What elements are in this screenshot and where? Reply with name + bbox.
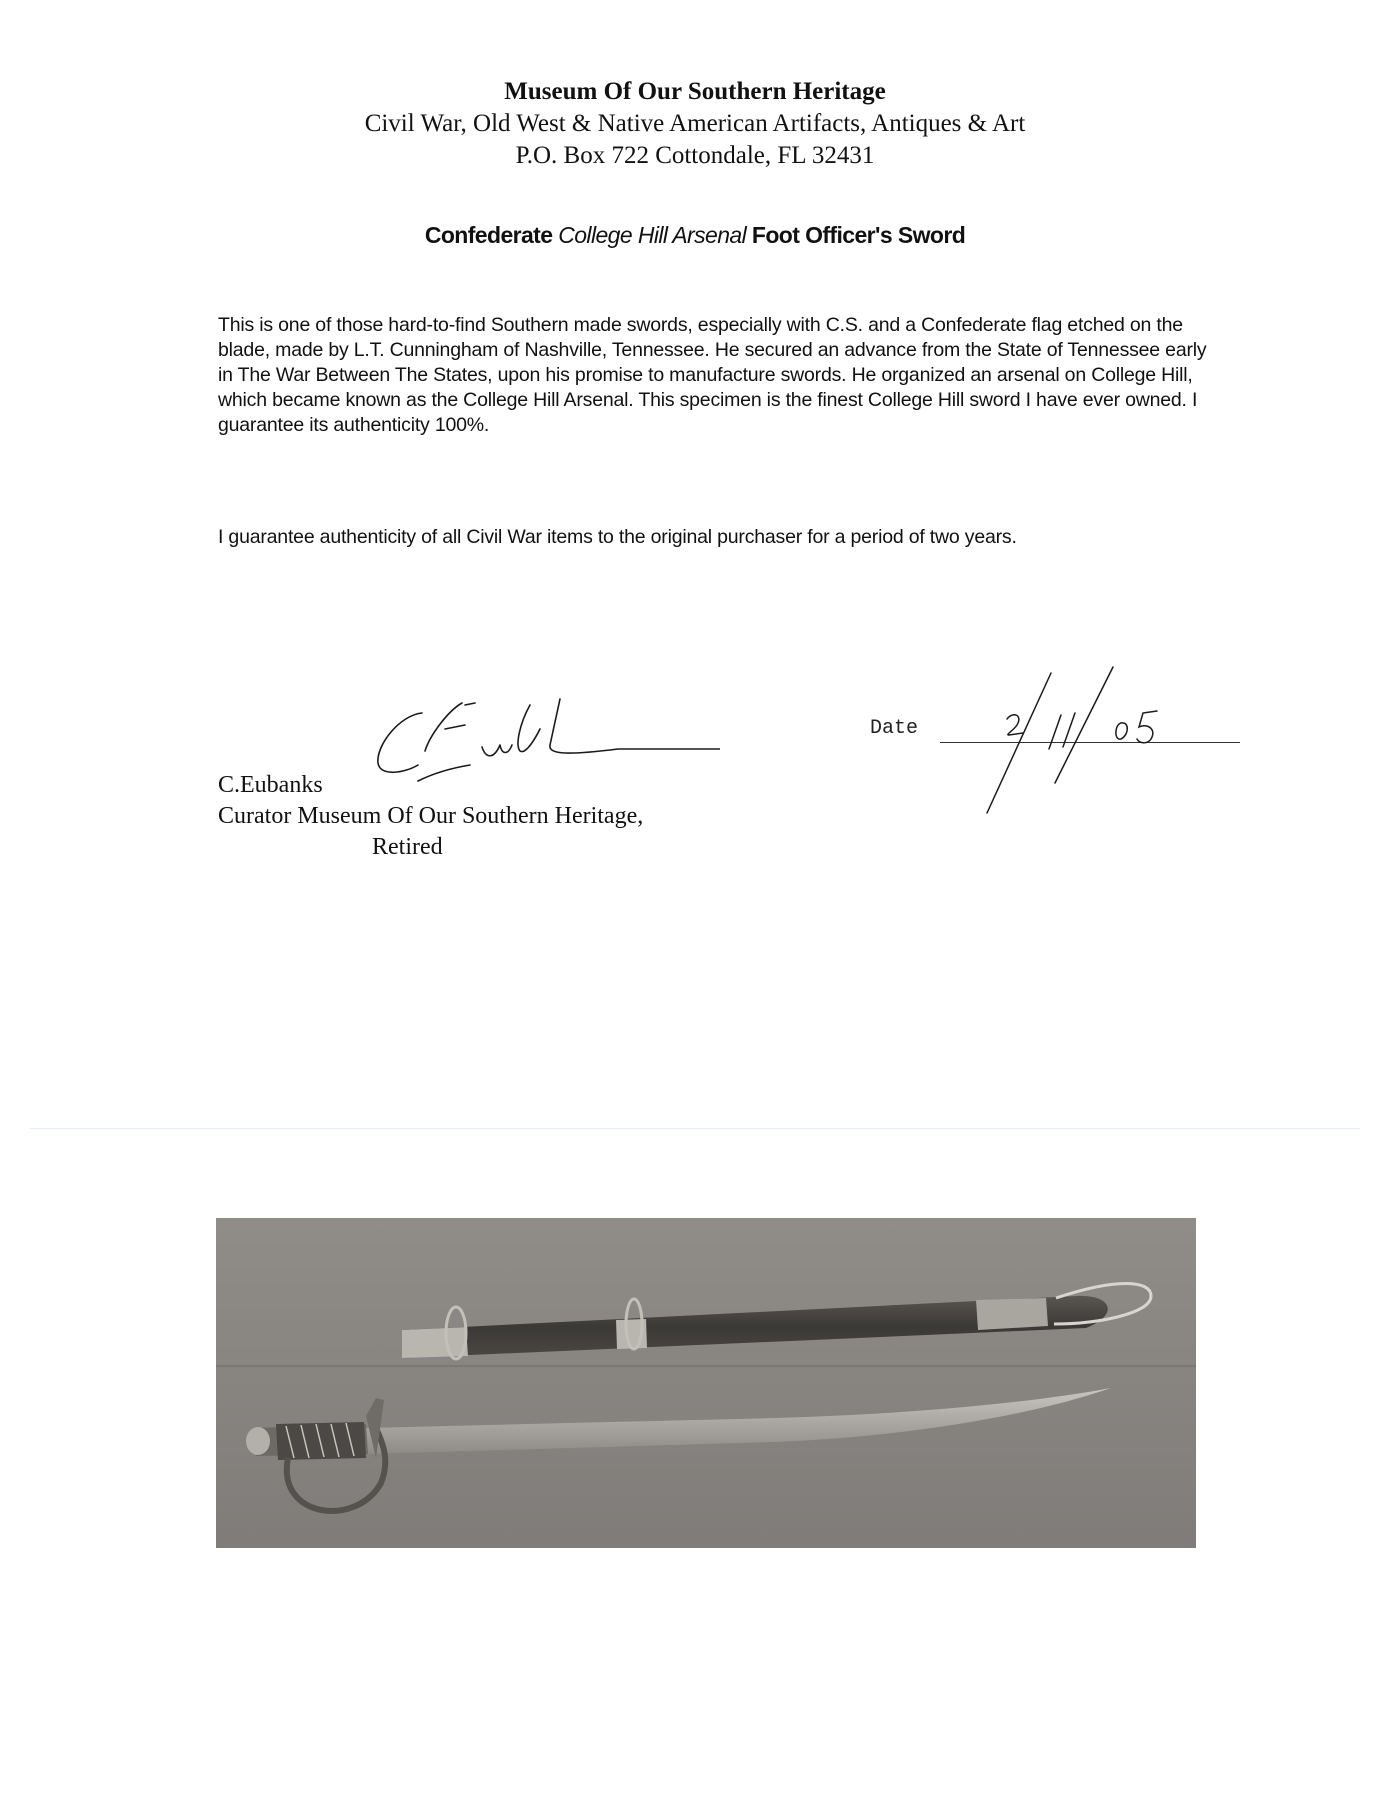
organization-name: Museum Of Our Southern Heritage xyxy=(504,78,886,105)
organization-address: P.O. Box 722 Cottondale, FL 32431 xyxy=(515,142,875,169)
organization-tagline: Civil War, Old West & Native American Artifacts, Antiques & Art xyxy=(364,110,1026,137)
handwritten-date xyxy=(925,665,1185,825)
faint-divider xyxy=(30,1128,1360,1129)
letterhead xyxy=(0,76,1390,172)
guarantee-paragraph: I guarantee authenticity of all Civil War items to the original purchaser for a period of two years. xyxy=(218,526,1017,548)
title-italic: College Hill Arsenal xyxy=(558,222,747,248)
date-block xyxy=(870,665,1180,825)
date-label: Date xyxy=(870,717,919,740)
sword-illustration xyxy=(216,1218,1196,1548)
description-paragraph: This is one of those hard-to-find Southern made swords, especially with C.S. and a Confederate flag etched on the blade, made by L.T. Cunningham of Nashville, Tennessee. He secured an advance from the State of Tennessee early in The War Between The States, upon his promise to manufacture swords. He organized an arsenal on College Hill, which became known as the College Hill Arsenal. This specimen is the finest College Hill sword I have ever owned. I guarantee its authenticity 100%. xyxy=(218,314,1207,436)
sword-photo xyxy=(216,1218,1196,1548)
document-title xyxy=(0,222,1390,249)
title-prefix: Confederate xyxy=(424,222,553,248)
signer-status: Retired xyxy=(372,834,443,860)
signer-title: Curator Museum Of Our Southern Heritage, xyxy=(218,803,644,829)
title-suffix: Foot Officer's Sword xyxy=(751,222,966,248)
signer-block xyxy=(218,770,643,863)
signer-name: C.Eubanks xyxy=(218,772,323,798)
